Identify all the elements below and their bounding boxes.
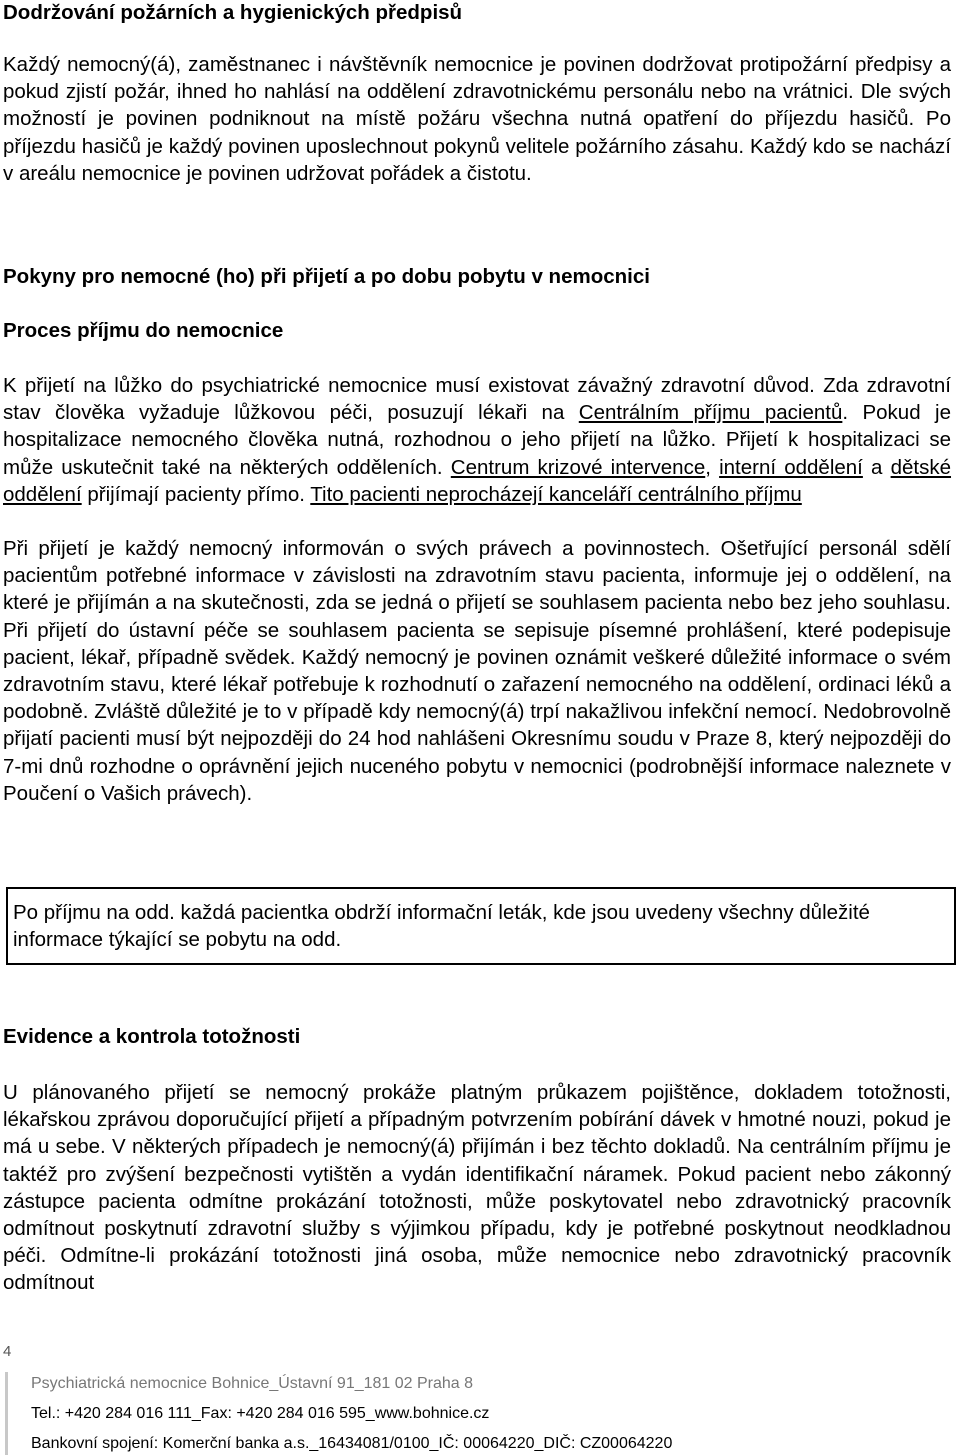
crisis-center-link[interactable]: Centrum krizové intervence <box>450 455 706 479</box>
subsection-title-admission: Proces příjmu do nemocnice <box>3 319 284 342</box>
rights-paragraph: Při přijetí je každý nemocný informován o svých právech a povinnostech. Ošetřující personál sdělí pacientům potřebné informace v závislosti na zdravotním stavu pacienta, informuje jej o oddělení, na které je přijímán a na skutečnosti, zda se jedná o přijetí se souhlasem pacienta nebo bez jeho souhlasu. Při přijetí do ústavní péče se souhlasem pacienta se sepisuje písemné prohlášení, které podepisuje pacient, lékař, případně svědek. Každý nemocný je povinen oznámit veškeré důležité informace o svém zdravotním stavu, které lékař potřebuje k rozhodnutí o zařazení nemocného na oddělení, ordinaci léků a podobně. Zvláště důležité je to v případě kdy nemocný(á) trpí nakažlivou infekční nemocí. Nedobrovolně přijatí pacienti musí být nejpozději do 24 hod nahlášeni Okresnímu soudu v Praze 8, který nejpozději do 7-mi dnů rozhodne o oprávnění jejich nuceného pobytu v nemocnici (podrobnější informace naleznete v Poučení o Vašich právech). <box>3 537 951 805</box>
section-title-fire: Dodržování požárních a hygienických předpisů <box>3 1 463 24</box>
admission-text-a: K přijetí na lůžko do psychiatrické nemocnice musí existovat závažný zdravotní důvod. Zda zdravotní stav člověka vyžaduje lůžkovou péči, posuzují lékaři na <box>3 374 951 425</box>
admission-text-d: Tito pacienti neprocházejí kanceláří centrálního příjmu <box>310 482 802 506</box>
central-admission-link[interactable]: Centrálním příjmu pacientů <box>578 401 843 425</box>
admission-separator-2: a <box>862 455 891 479</box>
page-number: 4 <box>3 1343 12 1360</box>
admission-separator-1: , <box>705 455 720 479</box>
identity-paragraph: U plánovaného přijetí se nemocný prokáže platným průkazem pojištěnce, dokladem totožnosti, lékařskou zprávou doporučující přijetí a případným potvrzením pobírání dávek v hmotné nouzi, pokud je má u sebe. V některých případech je nemocný(á) přijímán i bez těchto dokladů. Na centrálním příjmu je taktéž pro zvýšení bezpečnosti vytištěn a vydán identifikační náramek. Pokud pacient nebo zákonný zástupce pacienta odmítne prokázání totožnosti, může poskytovatel nebo zdravotnický pracovník odmítnout poskytnutí zdravotní služby s výjimkou případu, kdy je potřebné poskytnout neodkladnou péči. Odmítne-li prokázání totožnosti jiná osoba, může nemocnice nebo zdravotnický pracovník odmítnout <box>3 1081 951 1295</box>
info-box: Po příjmu na odd. každá pacientka obdrží informační leták, kde jsou uvedeny všechny důležité informace týkající se pobytu na odd. <box>6 887 956 965</box>
footer-divider <box>5 1372 8 1455</box>
admission-text-c: přijímají pacienty přímo. <box>81 482 311 506</box>
footer-bank: Bankovní spojení: Komerční banka a.s._16434081/0100_IČ: 00064220_DIČ: CZ00064220 <box>31 1435 673 1452</box>
footer-address: Psychiatrická nemocnice Bohnice_Ústavní 91_181 02 Praha 8 <box>31 1375 474 1392</box>
footer-contact: Tel.: +420 284 016 111_Fax: +420 284 016 595_www.bohnice.cz <box>31 1405 490 1422</box>
internal-department-link[interactable]: interní oddělení <box>719 455 863 479</box>
children-department-link[interactable]: dětské oddělení <box>3 455 952 506</box>
fire-paragraph: Každý nemocný(á), zaměstnanec i návštěvník nemocnice je povinen dodržovat protipožární předpisy a pokud zjistí požár, ihned ho nahlásí na oddělení zdravotnickému personálu nebo na vrátnici. Dle svých možností je povinen podniknout na místě požáru všechna nutná opatření do příjezdu hasičů. Po příjezdu hasičů je každý povinen uposlechnout pokynů velitele požárního zásahu. Každý kdo se nachází v areálu nemocnice je povinen udržovat pořádek a čistotu. <box>3 53 951 185</box>
section-title-identity: Evidence a kontrola totožnosti <box>3 1025 301 1048</box>
admission-paragraph <box>3 372 951 508</box>
section-title-instructions: Pokyny pro nemocné (ho) při přijetí a po dobu pobytu v nemocnici <box>3 265 650 288</box>
admission-text-b: . Pokud je hospitalizace nemocného člověka nutná, rozhodnou o jeho přijetí na lůžko. Přijetí k hospitalizaci se může uskutečnit také na některých odděleních. <box>3 401 951 479</box>
